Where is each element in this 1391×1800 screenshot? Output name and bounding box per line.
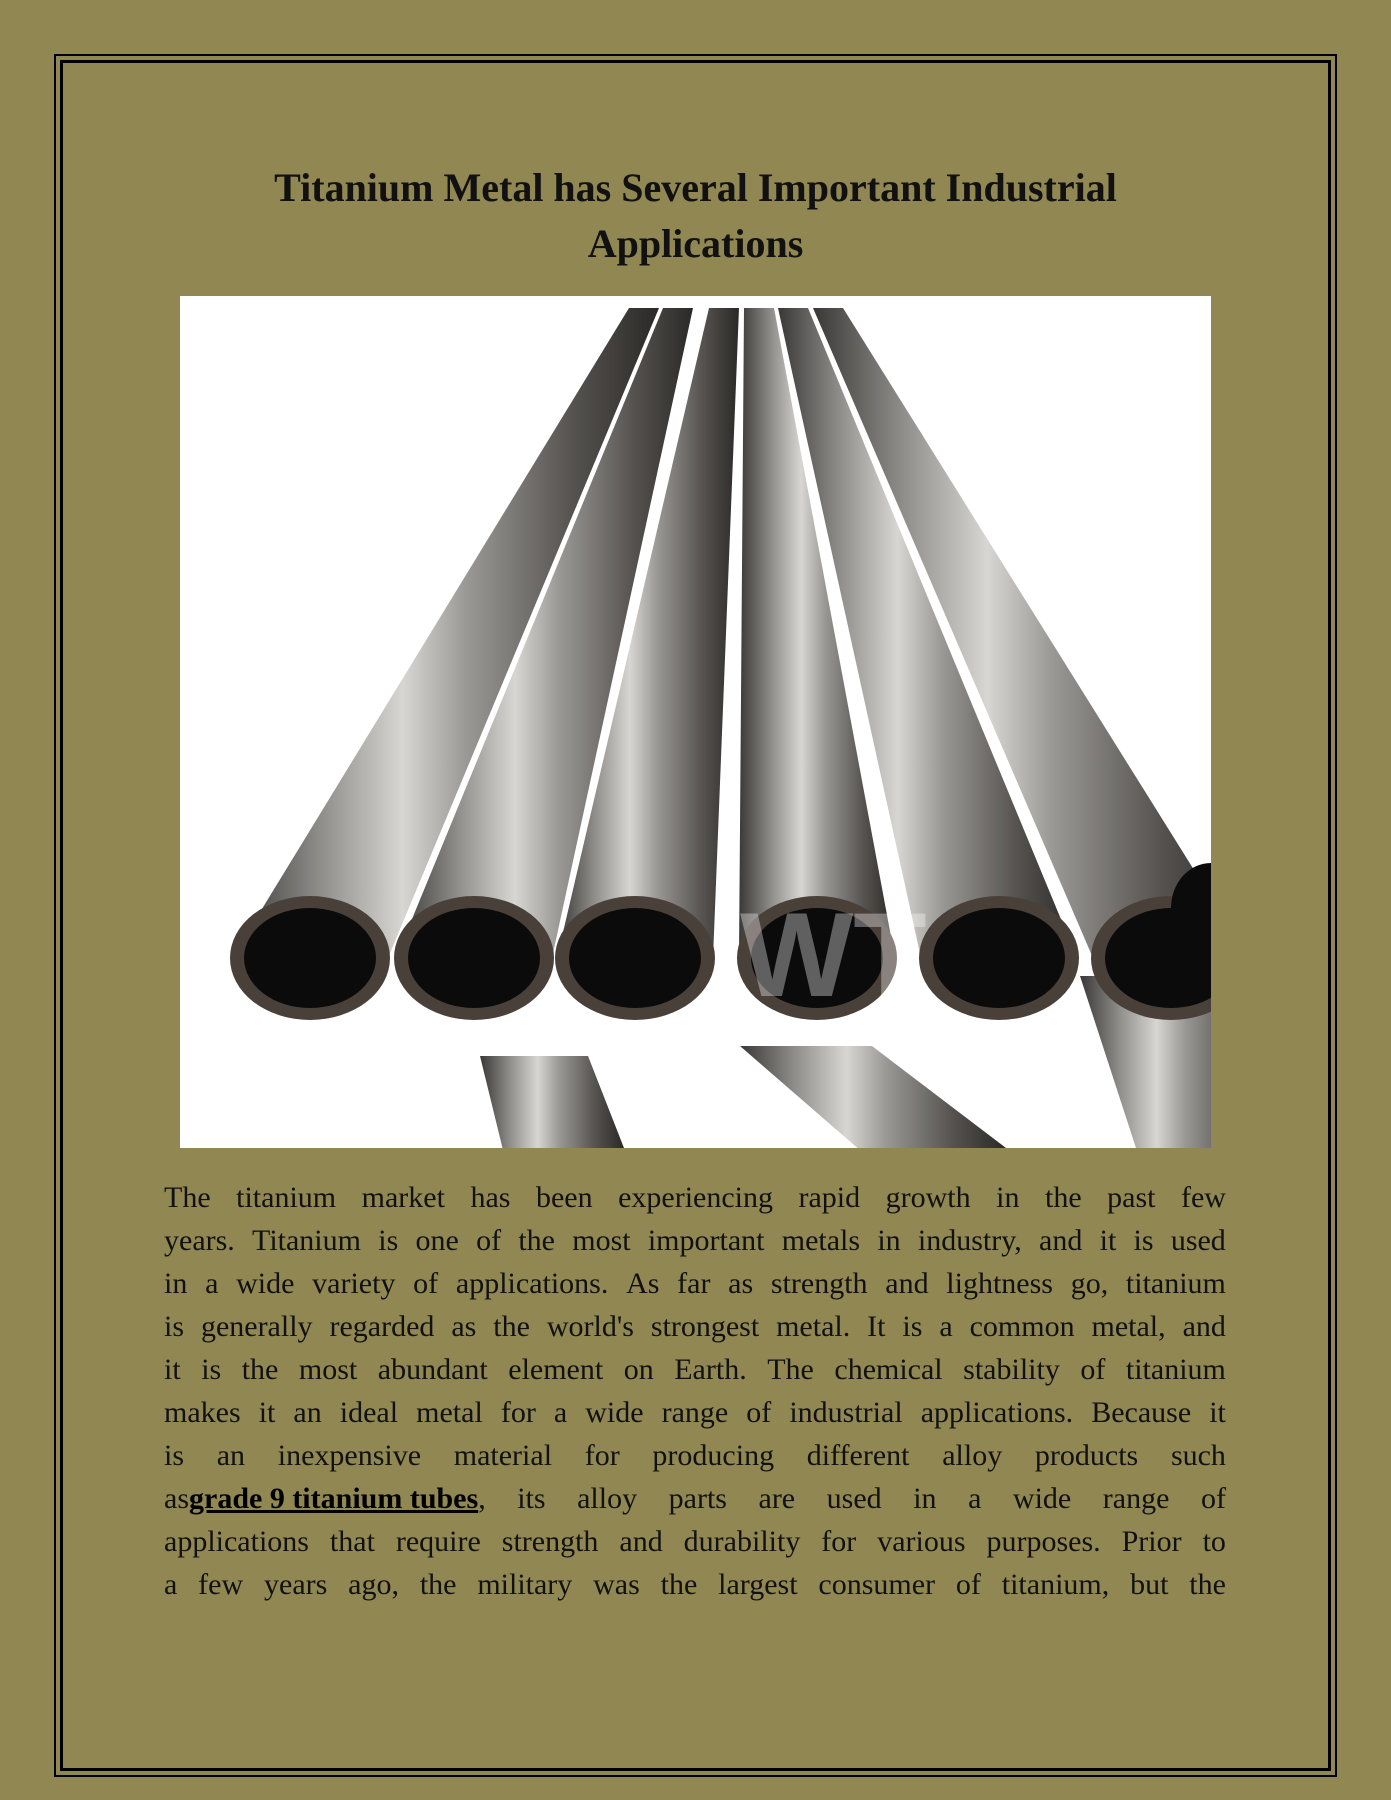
body-line: The titanium market has been experiencing rapid growth in the past few	[164, 1181, 1226, 1214]
tube	[740, 1046, 1006, 1148]
titanium-tubes-image	[180, 296, 1211, 1148]
body-line: a few years ago, the military was the largest consumer of titanium, but the	[164, 1568, 1226, 1601]
tube	[480, 1056, 624, 1148]
body-line: is generally regarded as the world's strongest metal. It is a common metal, and	[164, 1310, 1226, 1343]
text-before-link: as	[164, 1482, 189, 1515]
body-line: in a wide variety of applications. As far as strength and lightness go, titanium	[164, 1267, 1226, 1300]
watermark: WT	[740, 888, 927, 1022]
body-line: is an inexpensive material for producing different alloy products such	[164, 1439, 1226, 1472]
body-line: years. Titanium is one of the most important metals in industry, and it is used	[164, 1224, 1226, 1257]
grade-9-titanium-tubes-link[interactable]: grade 9 titanium tubes	[189, 1482, 479, 1515]
body-line: applications that require strength and durability for various purposes. Prior to	[164, 1525, 1226, 1558]
body-line-with-link: as grade 9 titanium tubes , its alloy parts are used in a wide range of	[164, 1477, 1226, 1520]
body-line: it is the most abundant element on Earth. The chemical stability of titanium	[164, 1353, 1226, 1386]
page-title: Titanium Metal has Several Important Industrial Applications	[274, 165, 1117, 266]
body-line: makes it an ideal metal for a wide range of industrial applications. Because it	[164, 1396, 1226, 1429]
body-text	[164, 1176, 1226, 1606]
